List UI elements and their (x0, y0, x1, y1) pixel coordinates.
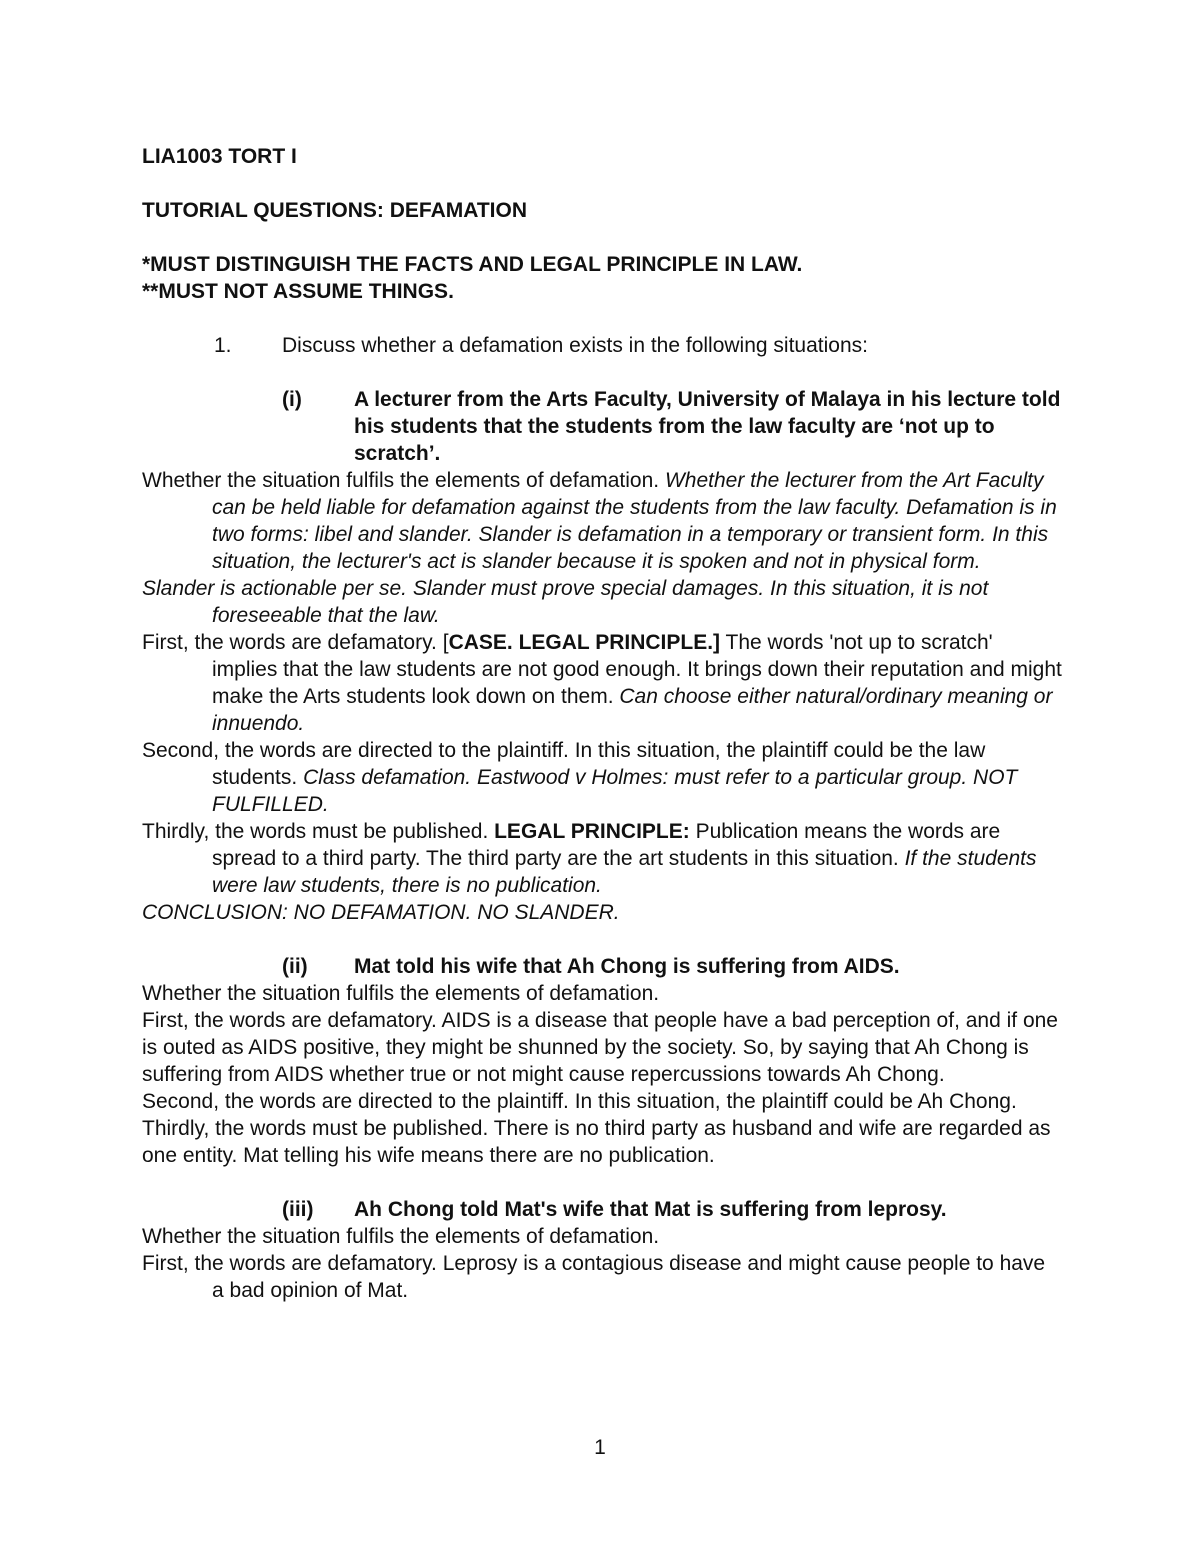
answer-i-para-1-a: Whether the situation fulfils the elements of defamation. (142, 469, 665, 492)
document-body (142, 143, 1062, 1304)
answer-i-para-3 (142, 629, 1062, 737)
answer-i-para-5-b: LEGAL PRINCIPLE: (494, 820, 690, 843)
answer-ii-para-4: Thirdly, the words must be published. There is no third party as husband and wife are regarded as one entity. Mat telling his wife means there are no publication. (142, 1117, 1051, 1167)
subquestion-i-number: (i) (282, 388, 302, 411)
answer-ii-para-1: Whether the situation fulfils the elements of defamation. (142, 982, 660, 1005)
answer-i-para-4-b: Class defamation. Eastwood v Holmes: must refer to a particular group. NOT FULFILLED. (212, 766, 1018, 816)
note-distinguish: *MUST DISTINGUISH THE FACTS AND LEGAL PRINCIPLE IN LAW. (142, 253, 803, 276)
subquestion-i (142, 386, 1062, 467)
answer-ii-para-2: First, the words are defamatory. AIDS is a disease that people have a bad perception of, and if one is outed as AIDS positive, they might be shunned by the society. So, by saying that Ah Chong is suffering from AIDS whether true or not might cause repercussions towards Ah Chong. (142, 1009, 1058, 1086)
answer-iii-para-1: Whether the situation fulfils the elements of defamation. (142, 1225, 660, 1248)
subquestion-iii-text: Ah Chong told Mat's wife that Mat is suffering from leprosy. (354, 1198, 947, 1221)
answer-i-conclusion: CONCLUSION: NO DEFAMATION. NO SLANDER. (142, 901, 620, 924)
answer-i-para-5-c: Publication means the words are spread to a third party. The third party are the art students in this situation. (212, 820, 1001, 870)
answer-i-para-4-a: Second, the words are directed to the plaintiff. In this situation, the plaintiff could be the law students. (142, 739, 986, 789)
subquestion-ii-number: (ii) (282, 955, 308, 978)
answer-i-para-3-c: The words 'not up to scratch' implies that the law students are not good enough. It brings down their reputation and might make the Arts students look down on them. (212, 631, 1062, 708)
answer-i-para-5 (142, 818, 1062, 899)
question-1-text: Discuss whether a defamation exists in the following situations: (282, 334, 868, 357)
subquestion-iii (142, 1196, 1062, 1223)
subquestion-i-text: A lecturer from the Arts Faculty, University of Malaya in his lecture told his students that the students from the law faculty are ‘not up to scratch’. (354, 388, 1061, 465)
answer-i-para-1 (142, 467, 1062, 575)
answer-i-para-3-d: Can choose either natural/ordinary meaning or innuendo. (212, 685, 1053, 735)
note-assume: **MUST NOT ASSUME THINGS. (142, 280, 454, 303)
question-1 (142, 332, 1062, 359)
answer-i-para-4 (142, 737, 1062, 818)
answer-i-para-2: Slander is actionable per se. Slander must prove special damages. In this situation, it is not foreseeable that the law. (142, 577, 989, 627)
answer-i-para-3-a: First, the words are defamatory. [ (142, 631, 449, 654)
answer-ii-para-3: Second, the words are directed to the plaintiff. In this situation, the plaintiff could be Ah Chong. (142, 1090, 1017, 1113)
subquestion-ii-text: Mat told his wife that Ah Chong is suffering from AIDS. (354, 955, 900, 978)
subquestion-iii-number: (iii) (282, 1198, 314, 1221)
answer-i-para-5-d: If the students were law students, there is no publication. (212, 847, 1037, 897)
answer-i-para-1-b: Whether the lecturer from the Art Faculty can be held liable for defamation against the students from the law faculty. Defamation is in two forms: libel and slander. Slander is defamation in a temporary or transient form. In this situation, the lecturer's act is slander because it is spoken and not in physical form. (212, 469, 1057, 573)
answer-i-para-3-b: CASE. LEGAL PRINCIPLE.] (448, 631, 721, 654)
subquestion-ii (142, 953, 1062, 980)
answer-i-para-5-a: Thirdly, the words must be published. (142, 820, 495, 843)
page-number: 1 (594, 1436, 606, 1459)
answer-iii-para-2: First, the words are defamatory. Leprosy is a contagious disease and might cause people to have a bad opinion of Mat. (142, 1252, 1046, 1302)
question-1-number: 1. (214, 334, 232, 357)
course-title: LIA1003 TORT I (142, 145, 297, 168)
tutorial-title: TUTORIAL QUESTIONS: DEFAMATION (142, 199, 528, 222)
